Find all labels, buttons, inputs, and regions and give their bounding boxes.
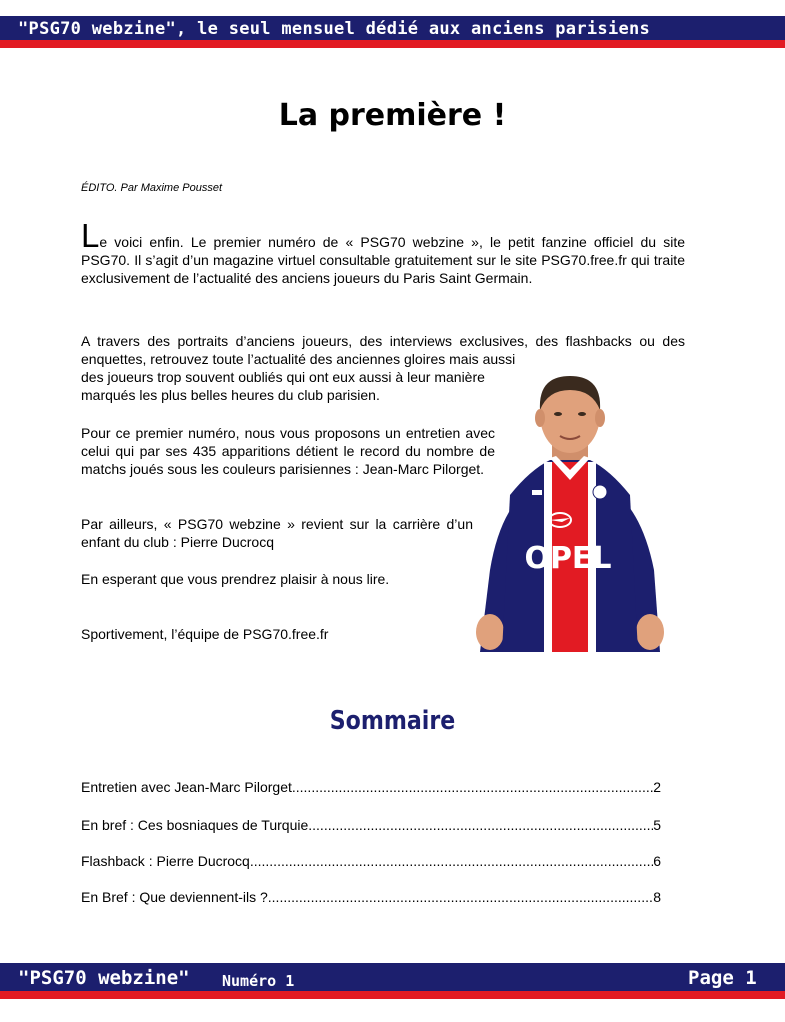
footer-banner bbox=[0, 963, 785, 999]
footer-issue-number: Numéro 1 bbox=[222, 972, 295, 990]
toc-leader bbox=[268, 889, 653, 905]
paragraph-interview: Pour ce premier numéro, nous vous proposons un entretien avec celui qui par ses 435 apparitions détient le record du nombre de matchs joués sous les couleurs parisiennes : Jean-Marc Pilorget. bbox=[81, 425, 495, 477]
article-title: La première ! bbox=[278, 98, 507, 133]
header-banner bbox=[0, 16, 785, 48]
paragraph-portraits-wrap: des joueurs trop souvent oubliés qui ont eux aussi à leur manière marqués les plus belles heures du club parisien. bbox=[81, 369, 485, 403]
toc-page-number: 6 bbox=[653, 853, 661, 869]
paragraph-portraits: A travers des portraits d’anciens joueurs, des interviews exclusives, des flashbacks ou des enquettes, retrouvez toute l’actualité des anciennes gloires mais aussi bbox=[81, 333, 685, 367]
toc-item[interactable]: Flashback : Pierre Ducrocq ..... 6 bbox=[81, 853, 661, 869]
signature: Sportivement, l’équipe de PSG70.free.fr bbox=[81, 626, 329, 642]
paragraph-intro bbox=[81, 217, 685, 287]
jersey-sponsor: OPEL bbox=[524, 541, 612, 576]
article-byline: ÉDITO. Par Maxime Pousset bbox=[81, 182, 223, 194]
player-photo bbox=[470, 370, 670, 652]
toc-item[interactable]: En Bref : Que deviennent-ils ? ..... 8 bbox=[81, 889, 661, 905]
toc-heading: Sommaire bbox=[329, 706, 456, 736]
footer-page-number: Page 1 bbox=[688, 967, 757, 989]
toc-item[interactable]: En bref : Ces bosniaques de Turquie ..... 5 bbox=[81, 817, 661, 833]
toc-item[interactable]: Entretien avec Jean-Marc Pilorget ..... 2 bbox=[81, 779, 661, 795]
drop-cap: L bbox=[81, 217, 100, 254]
footer-magazine-name: "PSG70 webzine" bbox=[18, 967, 190, 989]
paragraph-intro-text: e voici enfin. Le premier numéro de « PSG70 webzine », le petit fanzine officiel du site PSG70. Il s’agit d’un magazine virtuel consultable gratuitement sur le site PSG70.free.fr qui traite exclusivement de l’actualité des anciens joueurs du Paris Saint Germain. bbox=[81, 234, 685, 286]
toc-leader bbox=[250, 853, 653, 869]
paragraph-ducrocq: Par ailleurs, « PSG70 webzine » revient sur la carrière d’un enfant du club : Pierre Ducrocq bbox=[81, 516, 473, 550]
toc-page-number: 8 bbox=[653, 889, 661, 905]
toc-leader bbox=[292, 779, 653, 795]
header-banner-text: "PSG70 webzine", le seul mensuel dédié aux anciens parisiens bbox=[18, 19, 651, 39]
toc-leader bbox=[308, 817, 653, 833]
paragraph-closing: En esperant que vous prendrez plaisir à nous lire. bbox=[81, 571, 390, 587]
toc-page-number: 5 bbox=[653, 817, 661, 833]
toc-page-number: 2 bbox=[653, 779, 661, 795]
